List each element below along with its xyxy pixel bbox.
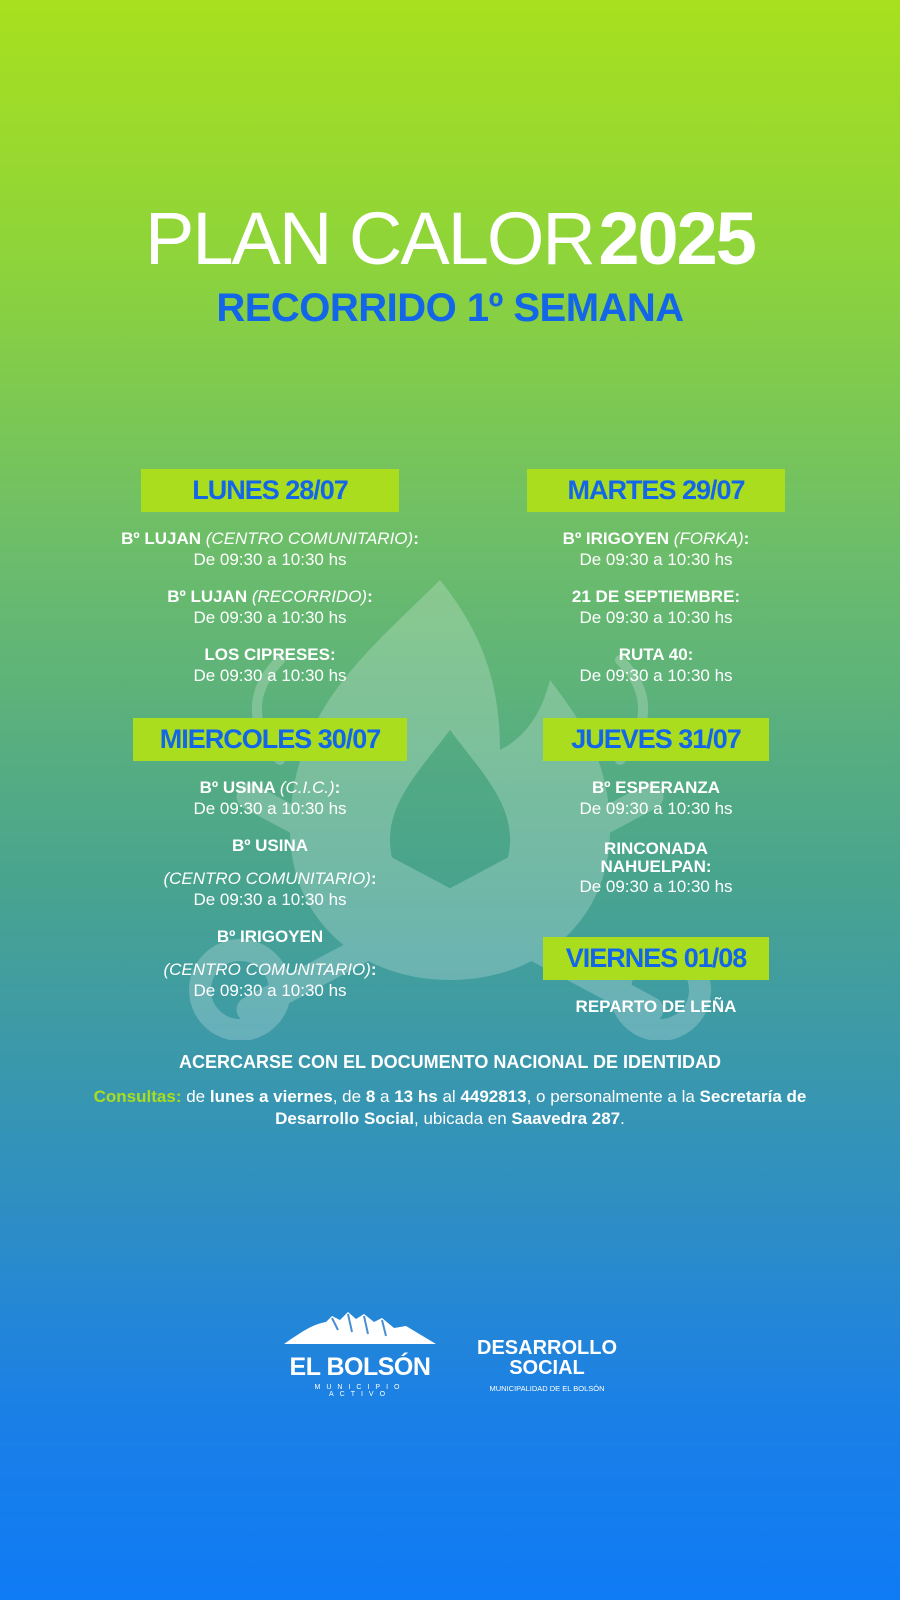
day-badge: MARTES 29/07 [527, 469, 785, 512]
office-address: Saavedra 287 [511, 1109, 621, 1128]
day-entries [486, 777, 826, 897]
area-tag: MUNICIPALIDAD DE EL BOLSÓN [489, 1384, 605, 1393]
phone-number: 4492813 [460, 1087, 527, 1106]
days-range: lunes a viernes [209, 1087, 333, 1106]
page-title [0, 196, 900, 281]
time-range: De 09:30 a 10:30 hs [579, 799, 733, 818]
schedule-entry [100, 644, 440, 686]
schedule-entry: Bº LUJAN (RECORRIDO): De 09:30 a 10:30 hs [100, 586, 440, 628]
place-name: RUTA 40: [618, 645, 694, 664]
day-badge: MIERCOLES 30/07 [133, 718, 407, 761]
day-entries [486, 996, 826, 1017]
schedule-entry [486, 777, 826, 819]
place-note: (C.I.C.) [279, 778, 335, 797]
municipio-tag: MUNICIPIO ACTIVO [314, 1384, 406, 1398]
document-note: ACERCARSE CON EL DOCUMENTO NACIONAL DE IDENTIDAD [178, 1052, 722, 1072]
time-range: De 09:30 a 10:30 hs [579, 666, 733, 685]
place-name: REPARTO DE LEÑA [575, 997, 737, 1016]
day-badge: VIERNES 01/08 [543, 937, 769, 980]
end-hour: 13 hs [394, 1087, 438, 1106]
day-monday [100, 469, 440, 686]
place-note: (FORKA) [673, 529, 744, 548]
start-hour: 8 [365, 1087, 376, 1106]
schedule-entry [486, 840, 826, 897]
title-year: 2025 [598, 197, 755, 280]
place-name: Bº USINA [199, 778, 276, 797]
text-fragment: de [186, 1087, 206, 1106]
schedule-entry: Bº USINA (CENTRO COMUNITARIO): De 09:30 a 10:30 hs [100, 835, 440, 910]
day-wednesday [100, 718, 440, 1001]
place-note: (CENTRO COMUNITARIO) [205, 529, 414, 548]
contact-info [90, 1086, 810, 1130]
schedule-entry: Bº LUJAN (CENTRO COMUNITARIO): De 09:30 a 10:30 hs [100, 528, 440, 570]
place-note: (CENTRO COMUNITARIO) [163, 869, 371, 888]
municipio-name: EL BOLSÓN [289, 1353, 431, 1381]
time-range: De 09:30 a 10:30 hs [193, 666, 347, 685]
place-name: Bº LUJAN [167, 587, 248, 606]
title-light: PLAN CALOR [145, 197, 594, 280]
place-name: Bº IRIGOYEN [216, 927, 324, 946]
area-name-line1: DESARROLLO [477, 1337, 617, 1359]
schedule-entry [486, 996, 826, 1017]
day-entries [100, 777, 440, 1001]
area-name-line2: SOCIAL [509, 1357, 585, 1379]
day-badge: JUEVES 31/07 [543, 718, 769, 761]
schedule-entry: Bº USINA (C.I.C.): De 09:30 a 10:30 hs [100, 777, 440, 819]
place-name: Bº IRIGOYEN [562, 529, 670, 548]
time-range: De 09:30 a 10:30 hs [193, 981, 347, 1000]
place-note: (CENTRO COMUNITARIO) [163, 960, 371, 979]
day-badge: LUNES 28/07 [141, 469, 399, 512]
consultas-label: Consultas: [93, 1087, 182, 1106]
place-name: Bº ESPERANZA [591, 778, 721, 797]
day-tuesday [486, 469, 826, 686]
day-friday [486, 937, 826, 1017]
place-name: Bº USINA [231, 836, 309, 855]
schedule-entry [486, 586, 826, 628]
text-fragment: , o personalmente a la [526, 1087, 695, 1106]
time-range: De 09:30 a 10:30 hs [193, 608, 347, 627]
place-name: 21 DE SEPTIEMBRE: [571, 587, 741, 606]
place-name: Bº LUJAN [121, 529, 202, 548]
time-range: De 09:30 a 10:30 hs [193, 550, 347, 569]
text-fragment: a [380, 1087, 390, 1106]
day-thursday [486, 718, 826, 897]
time-range: De 09:30 a 10:30 hs [193, 890, 347, 909]
desarrollo-social-logo [472, 1338, 622, 1393]
time-range: De 09:30 a 10:30 hs [193, 799, 347, 818]
place-name: LOS CIPRESES: [204, 645, 336, 664]
text-fragment: , ubicada en [414, 1109, 507, 1128]
place-note: (RECORRIDO) [251, 587, 368, 606]
time-range: De 09:30 a 10:30 hs [579, 608, 733, 627]
schedule-entry: Bº IRIGOYEN (FORKA): De 09:30 a 10:30 hs [486, 528, 826, 570]
day-entries [100, 528, 440, 686]
page-subtitle: RECORRIDO 1º SEMANA [216, 286, 684, 330]
schedule-entry [486, 644, 826, 686]
text-fragment: al [442, 1087, 456, 1106]
text-fragment: , de [332, 1087, 362, 1106]
el-bolson-logo [282, 1310, 438, 1398]
time-range: De 09:30 a 10:30 hs [579, 550, 733, 569]
text-fragment: . [620, 1109, 625, 1128]
schedule-entry: Bº IRIGOYEN (CENTRO COMUNITARIO): De 09:30 a 10:30 hs [100, 926, 440, 1001]
day-entries [486, 528, 826, 686]
office-name: Secretaría de Desarrollo Social [275, 1087, 807, 1128]
place-name: RINCONADA NAHUELPAN: [600, 839, 712, 876]
time-range: De 09:30 a 10:30 hs [579, 877, 733, 896]
mountains-icon [284, 1310, 436, 1346]
